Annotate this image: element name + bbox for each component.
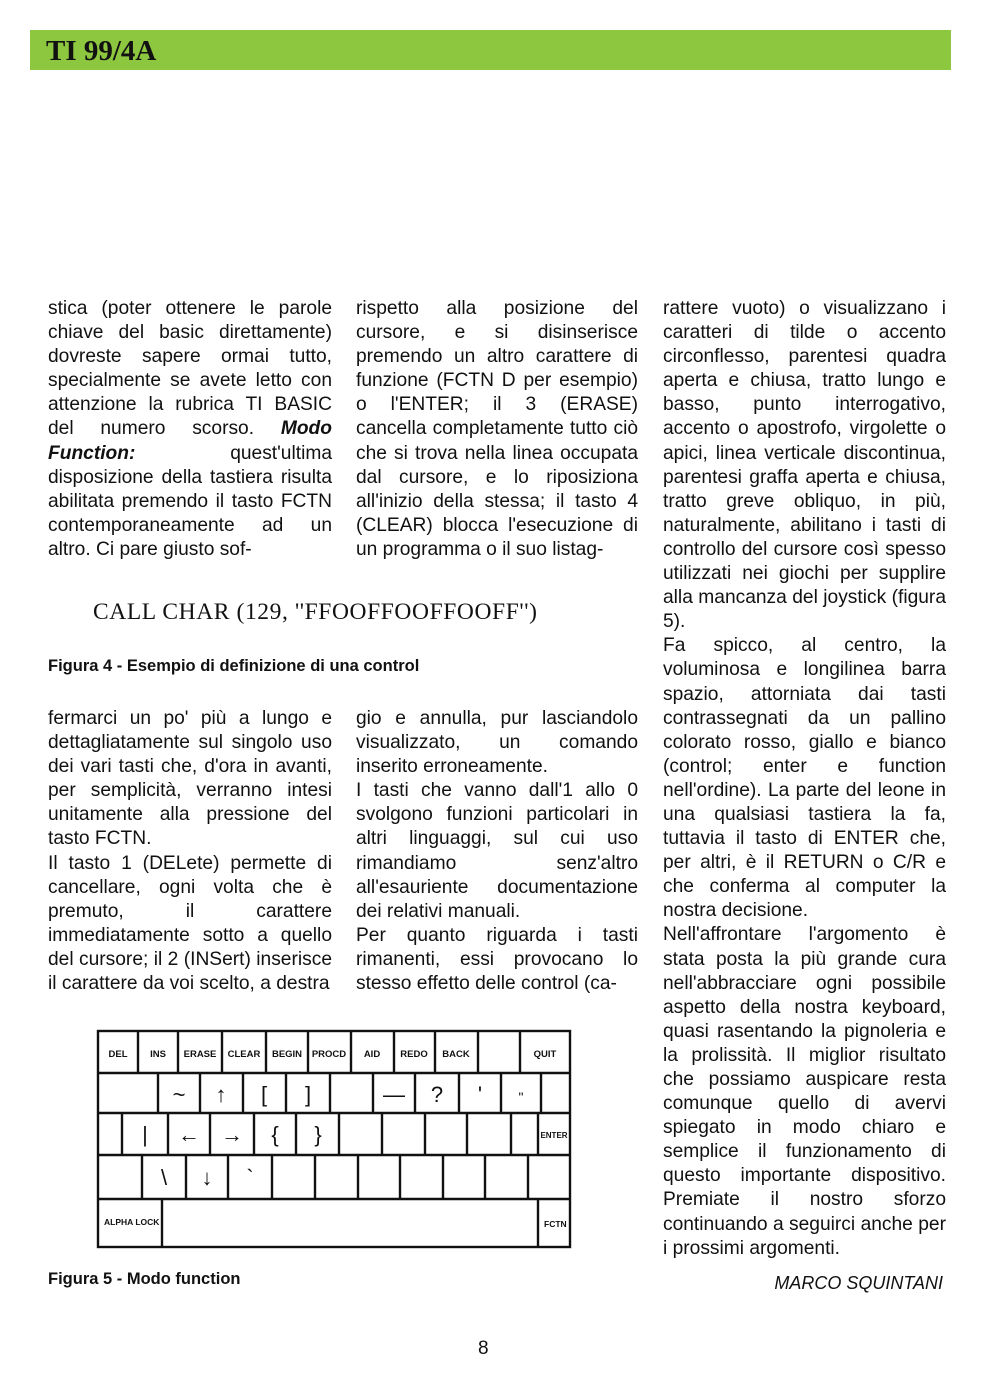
paragraph: fermarci un po' più a lungo e dettagliatamente sul singolo uso dei vari tasti che, d'ora in avanti, per semplicità, verranno intesi unitamente alla pressione del tasto FCTN.: [48, 708, 332, 850]
keyboard-diagram: [94, 1027, 584, 1255]
text-column-2: [356, 297, 638, 562]
key-label: CLEAR: [227, 1049, 261, 1060]
key-label: ': [477, 1082, 483, 1107]
paragraph: Nell'affrontare l'argomento è stata posta la più grande cura nell'abbracciare ogni possibile aspetto della nostra keyboard, quasi rasentando la pignoleria e la prolissità. Il miglior risultato che possiamo auspicare resta comunque quello di avervi spiegato in modo chiaro e semplice il funzionamento di questo importante dispositivo. Premiate il nostro sforzo continuando a seguirci anche per i prossimi argomenti.: [663, 924, 946, 1259]
paragraph: I tasti che vanno dall'1 allo 0 svolgono funzioni particolari in altri linguaggi, sul cui uso rimandiamo senz'altro all'esauriente documentazione dei relativi manuali.: [356, 780, 638, 922]
key-label: →: [221, 1122, 243, 1147]
figure-4-caption: Figura 4 - Esempio di definizione di una control: [48, 657, 420, 675]
header-bar: [30, 30, 951, 70]
key-label: INS: [150, 1049, 166, 1060]
key-label: —: [383, 1082, 405, 1107]
key-label: ": [518, 1089, 524, 1105]
key-label: QUIT: [533, 1049, 557, 1060]
paragraph: stica (poter ottenere le parole chiave del basic direttamente) dovreste sapere ormai tutto, specialmente se avete letto con attenzione la rubrica TI BASIC del numero scorso.: [48, 298, 332, 440]
paragraph: Il tasto 1 (DELete) permette di cancellare, ogni volta che è premuto, il carattere immediatamente sotto a quello del cursore; il 2 (INSert) inserisce il carattere da voi scelto, a destra: [48, 852, 332, 995]
paragraph: gio e annulla, pur lasciandolo visualizzato, un comando inserito erroneamente.: [356, 708, 638, 778]
key-label: ↓: [201, 1165, 213, 1190]
paragraph: Fa spicco, al centro, la voluminosa e longilinea barra spazio, attorniata dai tasti contrassegnati da un pallino colorato rosso, giallo e bianco (control; enter e function nell'ordine). La parte del leone in una qualsiasi tastiera la fa, tuttavia il tasto di ENTER che, per altri, è il RETURN o C/R e che conferma al computer la nostra decisione.: [663, 635, 946, 922]
key-label: `: [246, 1165, 254, 1190]
key-label: FCTN: [544, 1219, 567, 1229]
key-label: REDO: [400, 1049, 428, 1060]
page-number: 8: [478, 1338, 489, 1359]
key-label: {: [271, 1122, 279, 1147]
text-column-1: [48, 297, 332, 562]
key-label: AID: [363, 1049, 381, 1060]
key-label: PROCD: [311, 1049, 347, 1060]
paragraph: rattere vuoto) o visualizzano i caratteri di tilde o accento circonflesso, parentesi quadra aperta e chiusa, tratto lungo e basso, punto interrogativo, accento o apostrofo, virgolette o apici, linea verticale discontinua, parentesi graffa aperta e chiusa, tratto greve obliquo, in più, naturalmente, abilitano i tasti di controllo del cursore così spesso utilizzati nei giochi per supplire alla mancanza del joystick (figura 5).: [663, 298, 946, 633]
key-label: BACK: [442, 1049, 470, 1060]
paragraph: quest'ultima disposizione della tastiera risulta abilitata premendo il tasto FCTN contemporaneamente ad un altro. Ci pare giusto sof-: [48, 442, 332, 560]
text-column-5: [356, 707, 638, 996]
figure-5-caption: Figura 5 - Modo function: [48, 1270, 241, 1288]
key-label: [: [260, 1082, 268, 1107]
key-label: }: [314, 1122, 322, 1147]
key-label: DEL: [108, 1049, 128, 1060]
key-label: ALPHA LOCK: [104, 1217, 160, 1227]
key-label: ↑: [215, 1082, 227, 1107]
text-column-3: [663, 297, 946, 1261]
paragraph: Per quanto riguarda i tasti rimanenti, essi provocano lo stesso effetto delle control (ca-: [356, 924, 638, 995]
key-label: ←: [178, 1122, 200, 1147]
key-label: ?: [430, 1082, 444, 1107]
code-example: CALL CHAR (129, ''FFOOFFOOFFOOFF''): [93, 599, 538, 625]
key-label: ERASE: [183, 1049, 217, 1060]
paragraph-lead: Modo Function:: [48, 418, 332, 464]
key-label: \: [160, 1165, 168, 1190]
paragraph: rispetto alla posizione del cursore, e si disinserisce premendo un altro carattere di funzione (FCTN D per esempio) o l'ENTER; il 3 (ERASE) cancella completamente tutto ciò che si trova nella linea occupata dal cursore, e lo riposiziona all'inizio della stessa; il tasto 4 (CLEAR) blocca l'esecuzione di un programma o il suo listag-: [356, 298, 638, 560]
key-label: ~: [172, 1082, 186, 1107]
key-label: ]: [304, 1082, 312, 1107]
author-byline: MARCO SQUINTANI: [774, 1273, 943, 1293]
key-label: ENTER: [540, 1131, 568, 1140]
key-label: |: [142, 1122, 148, 1147]
text-column-4: [48, 707, 332, 996]
magazine-section-title: TI 99/4A: [46, 35, 157, 67]
key-label: BEGIN: [271, 1049, 303, 1060]
